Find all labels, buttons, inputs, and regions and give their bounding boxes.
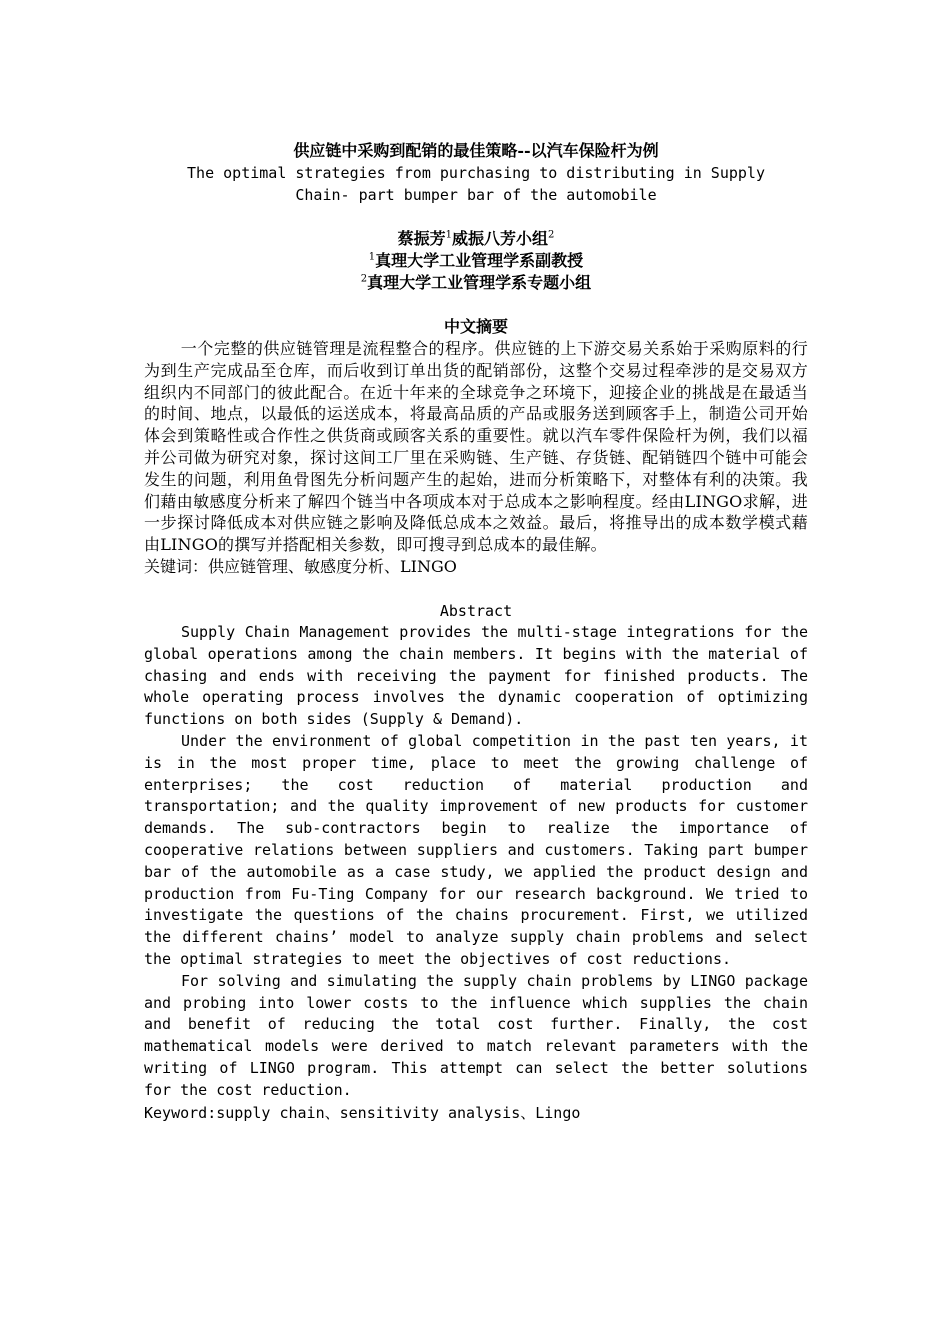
affiliation-text-2: 真理大学工业管理学系专题小组 [367, 273, 592, 292]
affiliation-sup-1: 1 [368, 251, 376, 263]
english-abstract-paragraph-2: Under the environment of global competition in the past ten years, it is in the most proper time, place to meet the growing challenge of enterprises; the cost reduction of material production and transportation; and the quality improvement of new products for customer demands. The sub-contractors begin to realize the importance of cooperative relations between suppliers and customers. Taking part bumper bar of the automobile as a case study, we applied the product design and production from Fu-Ting Company for our research background. We tried to investigate the questions of the chains procurement. First, we utilized the different chains’ model to analyze supply chain problems and select the optimal strategies to meet the objectives of cost reductions. [144, 731, 808, 968]
chinese-keywords: 关键词：供应链管理、敏感度分析、LINGO [144, 556, 457, 576]
english-abstract-heading: Abstract [439, 601, 513, 620]
paper-page [144, 140, 808, 1124]
affiliation-sup-2: 2 [360, 273, 368, 285]
title-english: The optimal strategies from purchasing to distributing in Supply Chain- part bumper bar of the automobile [187, 164, 765, 204]
author-name-1: 蔡振芳 [397, 229, 446, 248]
affiliation-1 [144, 250, 808, 272]
affiliation-text-1: 真理大学工业管理学系副教授 [375, 251, 584, 270]
english-abstract-paragraph-1: Supply Chain Management provides the multi-stage integrations for the global operations among the chain members. It begins with the material of chasing and ends with receiving the payment for finished products. The whole operating process involves the dynamic cooperation of optimizing functions on both sides (Supply & Demand). [144, 622, 808, 729]
author-names [144, 228, 808, 250]
author-sup-1: 1 [445, 229, 452, 241]
english-abstract-paragraph-3: For solving and simulating the supply chain problems by LINGO package and probing into lower costs to the influence which supplies the chain and benefit of reducing the total cost further. Finally, the cost mathematical models were derived to match relevant parameters with the writing of LINGO program. This attempt can select the better solutions for the cost reduction. [144, 971, 808, 1099]
affiliation-2 [144, 272, 808, 294]
author-sup-2: 2 [548, 229, 555, 241]
chinese-abstract-body: 一个完整的供应链管理是流程整合的程序。供应链的上下游交易关系始于采购原料的行为到生产完成品至仓库，而后收到订单出货的配销部份，这整个交易过程牵涉的是交易双方组织内不同部门的彼此配合。在近十年来的全球竞争之环境下，迎接企业的挑战是在最适当的时间、地点，以最低的运送成本，将最高品质的产品或服务送到顾客手上，制造公司开始体会到策略性或合作性之供货商或顾客关系的重要性。就以汽车零件保险杆为例，我们以福并公司做为研究对象，探讨这间工厂里在采购链、生产链、存货链、配销链四个链中可能会发生的问题，利用鱼骨图先分析问题产生的起始，进而分析策略下，对整体有利的决策。我们藉由敏感度分析来了解四个链当中各项成本对于总成本之影响程度。经由LINGO求解，进一步探讨降低成本对供应链之影响及降低总成本之效益。最后，将推导出的成本数学模式藉由LINGO的撰写并搭配相关参数，即可搜寻到总成本的最佳解。 [144, 339, 808, 555]
chinese-abstract-heading: 中文摘要 [443, 317, 508, 336]
author-name-2: 威振八芳小组 [452, 229, 549, 248]
title-chinese: 供应链中采购到配销的最佳策略--以汽车保险杆为例 [293, 141, 659, 160]
english-keywords: Keyword:supply chain、sensitivity analysis、Lingo [144, 1103, 581, 1122]
author-block [144, 228, 808, 294]
